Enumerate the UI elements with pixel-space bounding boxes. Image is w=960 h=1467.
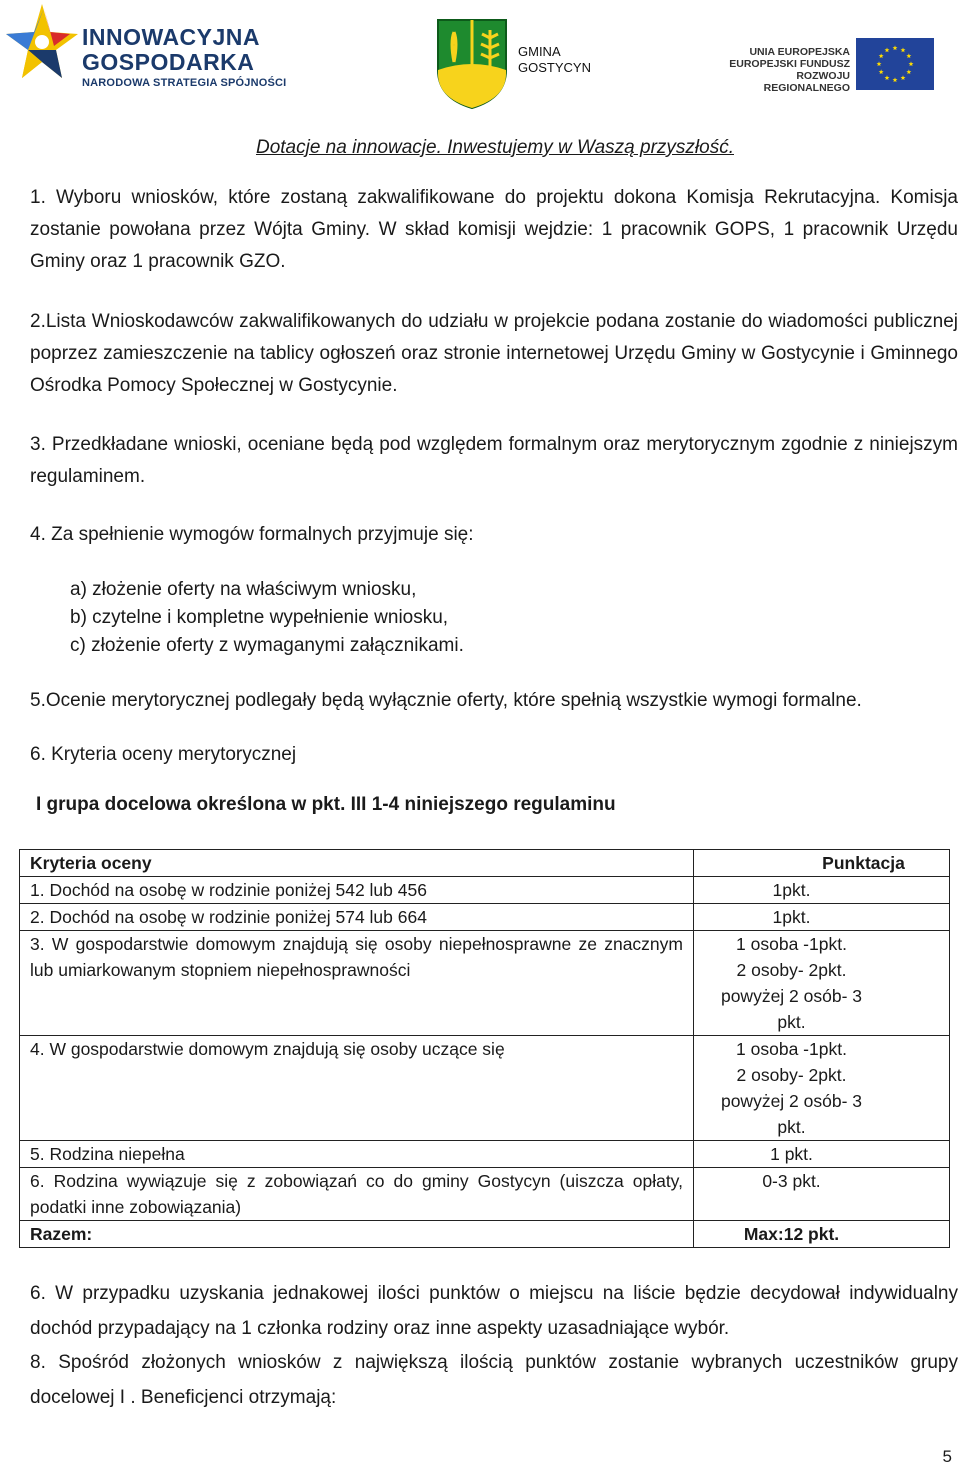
table-row xyxy=(20,931,950,1036)
table-header-row xyxy=(20,850,950,877)
innowacyjna-gospodarka-logo xyxy=(4,4,294,96)
paragraph-2: 2.Lista Wnioskodawców zakwalifikowanych do udziału w projekcie podana zostanie do wiadomości publicznej poprzez zamieszczenie na tablicy ogłoszeń oraz stronie internetowej Urzędu Gminy w Gostycynie i Gminnego Ośrodka Pomocy Społecznej w Gostycynie. xyxy=(30,311,958,396)
eu-fund-label xyxy=(722,46,850,94)
logo-line-3: NARODOWA STRATEGIA SPÓJNOŚCI xyxy=(82,77,287,89)
criteria-cell: 4. W gospodarstwie domowym znajdują się osoby uczące się xyxy=(20,1036,694,1141)
points-value: 1pkt. xyxy=(772,907,811,927)
criteria-cell: 1. Dochód na osobę w rodzinie poniżej 542 lub 456 xyxy=(20,877,694,904)
table-row xyxy=(20,1036,950,1141)
paragraph-8: 8. Spośród złożonych wniosków z największą ilością punktów zostanie wybranych uczestników grupy docelowej I . Beneficjenci otrzymają: xyxy=(30,1352,958,1408)
points-cell xyxy=(694,1036,950,1141)
criteria-cell: 2. Dochód na osobę w rodzinie poniżej 574 lub 664 xyxy=(20,904,694,931)
points-value: 2 osoby- 2pkt. xyxy=(736,960,847,980)
table-row xyxy=(20,904,950,931)
list-item: a) złożenie oferty na właściwym wniosku, xyxy=(70,579,417,600)
page-number: 5 xyxy=(942,1447,952,1466)
table-row xyxy=(20,877,950,904)
gmina-line-1: GMINA xyxy=(518,44,561,59)
eu-line-1: UNIA EUROPEJSKA xyxy=(749,46,850,58)
points-value: powyżej 2 osób- 3 pkt. xyxy=(720,1091,863,1137)
eu-line-3: ROZWOJU REGIONALNEGO xyxy=(763,70,850,94)
eu-line-2: EUROPEJSKI FUNDUSZ xyxy=(729,58,850,70)
points-value: 1 pkt. xyxy=(770,1144,813,1164)
points-cell xyxy=(694,931,950,1036)
tagline: Dotacje na innowacje. Inwestujemy w Waszą przyszłość. xyxy=(255,137,734,158)
formal-requirements-list xyxy=(70,576,464,660)
header-criteria: Kryteria oceny xyxy=(20,850,694,877)
gmina-gostycyn-crest-icon xyxy=(436,18,508,110)
criteria-cell: 5. Rodzina niepełna xyxy=(20,1141,694,1168)
logo-line-1: INNOWACYJNA xyxy=(82,24,261,50)
eu-flag-icon xyxy=(856,38,934,90)
gmina-line-2: GOSTYCYN xyxy=(518,60,591,75)
paragraph-7: 6. W przypadku uzyskania jednakowej ilości punktów o miejscu na liście będzie decydował indywidualny dochód przypadający na 1 członka rodziny oraz inne aspekty uzasadniające wybór. xyxy=(30,1283,958,1339)
header-points: Punktacja xyxy=(694,850,950,877)
table-row xyxy=(20,1168,950,1221)
group-heading: I grupa docelowa określona w pkt. III 1-4 niniejszego regulaminu xyxy=(36,794,616,815)
paragraph-1: 1. Wyboru wniosków, które zostaną zakwalifikowane do projektu dokona Komisja Rekrutacyjna. Komisja zostanie powołana przez Wójta Gminy. W skład komisji wejdzie: 1 pracownik GOPS, 1 pracownik Urzędu Gminy oraz 1 pracownik GZO. xyxy=(30,187,958,272)
points-cell xyxy=(694,1168,950,1221)
list-item: c) złożenie oferty z wymaganymi załącznikami. xyxy=(70,635,464,656)
total-label: Razem: xyxy=(20,1221,694,1248)
page-header xyxy=(0,0,960,120)
points-value: 0-3 pkt. xyxy=(762,1171,821,1191)
innowacyjna-gospodarka-logo-icon xyxy=(4,4,84,96)
points-value: 1 osoba -1pkt. xyxy=(736,1039,847,1059)
paragraph-3: 3. Przedkładane wnioski, oceniane będą pod względem formalnym oraz merytorycznym zgodnie z niniejszym regulaminem. xyxy=(30,434,958,487)
table-row xyxy=(20,1141,950,1168)
criteria-cell: 6. Rodzina wywiązuje się z zobowiązań co do gminy Gostycyn (uiszcza opłaty, podatki inne zobowiązania) xyxy=(20,1168,694,1221)
paragraph-4: 4. Za spełnienie wymogów formalnych przyjmuje się: xyxy=(30,524,474,545)
criteria-table xyxy=(19,849,950,1248)
points-value: 1pkt. xyxy=(772,880,811,900)
points-value: powyżej 2 osób- 3 pkt. xyxy=(720,986,863,1032)
total-value: Max:12 pkt. xyxy=(694,1221,950,1248)
criteria-cell: 3. W gospodarstwie domowym znajdują się osoby niepełnosprawne ze znacznym lub umiarkowanym stopniem niepełnosprawności xyxy=(20,931,694,1036)
gmina-name xyxy=(518,44,591,76)
logo-line-2: GOSPODARKA xyxy=(82,49,255,75)
points-cell xyxy=(694,1141,950,1168)
points-value: 1 osoba -1pkt. xyxy=(736,934,847,954)
points-value: 2 osoby- 2pkt. xyxy=(736,1065,847,1085)
points-cell xyxy=(694,877,950,904)
paragraph-6: 6. Kryteria oceny merytorycznej xyxy=(30,744,297,765)
points-cell xyxy=(694,904,950,931)
table-total-row xyxy=(20,1221,950,1248)
list-item: b) czytelne i kompletne wypełnienie wniosku, xyxy=(70,607,449,628)
paragraph-5: 5.Ocenie merytorycznej podlegały będą wyłącznie oferty, które spełnią wszystkie wymogi formalne. xyxy=(30,690,862,711)
